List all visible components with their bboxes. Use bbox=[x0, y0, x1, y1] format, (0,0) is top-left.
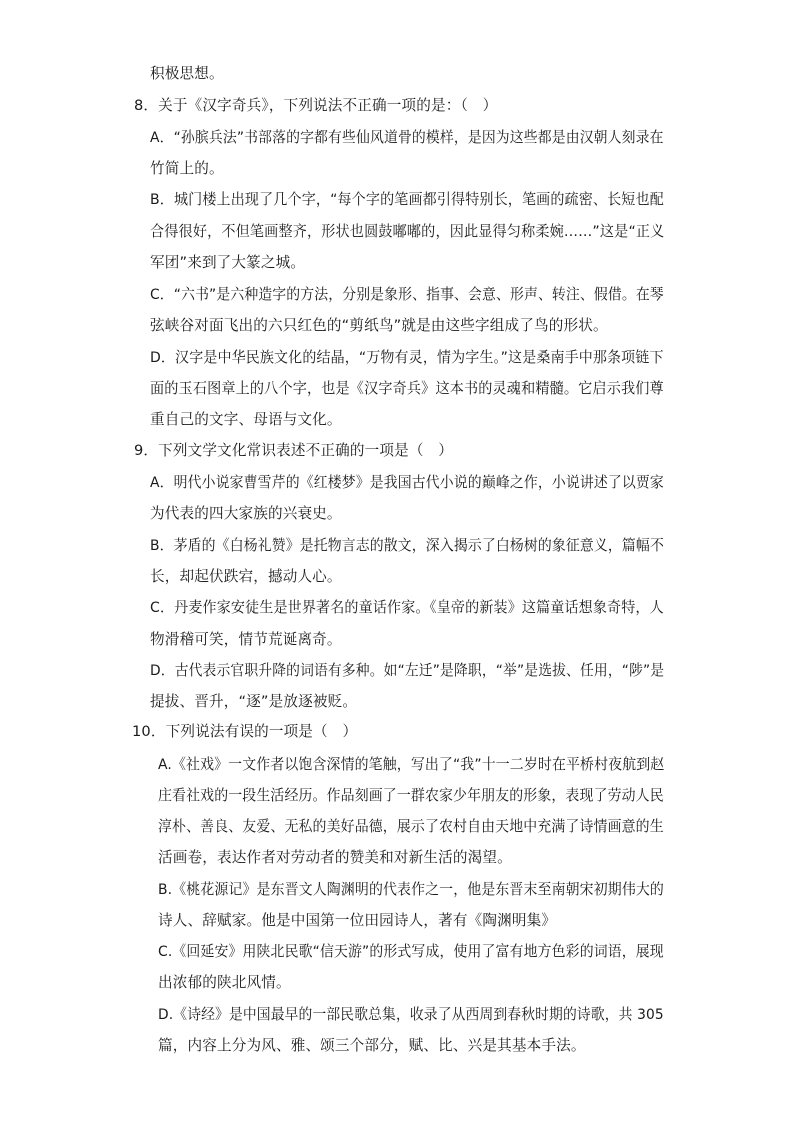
q8-option-b-cont-2: 军团”来到了大篆之城。 bbox=[150, 254, 306, 271]
q8-option-d-cont-2: 重自己的文字、母语与文化。 bbox=[150, 411, 342, 428]
question-9-stem: 9．下列文学文化常识表述不正确的一项是（ ） bbox=[134, 442, 454, 459]
q9-option-b: B．茅盾的《白杨礼赞》是托物言志的散文，深入揭示了白杨树的象征意义，篇幅不 bbox=[150, 537, 664, 554]
q9-option-d-cont: 提拔、晋升，“逐”是放逐被贬。 bbox=[150, 693, 358, 710]
q8-option-a: A．“孙膑兵法”书部落的字都有些仙风道骨的模样，是因为这些都是由汉朝人刻录在 bbox=[150, 129, 664, 146]
q10-option-a-cont-1: 庄看社戏的一段生活经历。作品刻画了一群农家少年朋友的形象，表现了劳动人民 bbox=[158, 787, 664, 804]
q9-option-d: D．古代表示官职升降的词语有多种。如“左迁”是降职，“举”是选拔、任用，“陟”是 bbox=[150, 662, 665, 679]
q8-option-c: C．“六书”是六种造字的方法，分别是象形、指事、会意、形声、转注、假借。在琴 bbox=[150, 286, 664, 303]
q7-tail-text: 积极思想。 bbox=[150, 65, 224, 82]
q9-option-a-cont: 为代表的四大家族的兴衰史。 bbox=[150, 505, 342, 522]
q10-option-b: B.《桃花源记》是东晋文人陶渊明的代表作之一，他是东晋末至南朝宋初期伟大的 bbox=[158, 881, 664, 898]
q10-option-d-cont: 篇，内容上分为风、雅、颂三个部分，赋、比、兴是其基本手法。 bbox=[158, 1037, 586, 1054]
q10-option-a: A.《社戏》一文作者以饱含深情的笔触，写出了“我”十一二岁时在平桥村夜航到赵 bbox=[158, 756, 665, 773]
q8-option-d-cont-1: 面的玉石图章上的八个字，也是《汉字奇兵》这本书的灵魂和精髓。它启示我们尊 bbox=[150, 380, 664, 397]
q9-option-a: A．明代小说家曹雪芹的《红楼梦》是我国古代小说的巅峰之作，小说讲述了以贾家 bbox=[150, 474, 664, 491]
question-10-stem: 10．下列说法有误的一项是（ ） bbox=[132, 723, 358, 740]
q9-option-b-cont: 长，却起伏跌宕，撼动人心。 bbox=[150, 568, 342, 585]
q8-option-d: D．汉字是中华民族文化的结晶，“万物有灵，情为字生。”这是桑南手中那条项链下 bbox=[150, 349, 664, 366]
q8-option-a-cont: 竹简上的。 bbox=[150, 160, 224, 177]
q8-option-b: B．城门楼上出现了几个字，“每个字的笔画都引得特别长，笔画的疏密、长短也配 bbox=[150, 191, 664, 208]
q10-option-d: D.《诗经》是中国最早的一部民歌总集，收录了从西周到春秋时期的诗歌，共 305 bbox=[158, 1006, 664, 1023]
q10-option-c: C.《回延安》用陕北民歌“信天游”的形式写成，使用了富有地方色彩的词语，展现 bbox=[158, 943, 664, 960]
question-8-stem: 8．关于《汉字奇兵》，下列说法不正确一项的是：（ ） bbox=[134, 97, 498, 114]
q10-option-a-cont-2: 淳朴、善良、友爱、无私的美好品德，展示了农村自由天地中充满了诗情画意的生 bbox=[158, 818, 664, 835]
q9-option-c: C．丹麦作家安徒生是世界著名的童话作家。《皇帝的新装》这篇童话想象奇特，人 bbox=[150, 599, 664, 616]
q9-option-c-cont: 物滑稽可笑，情节荒诞离奇。 bbox=[150, 631, 342, 648]
q10-option-c-cont: 出浓郁的陕北风情。 bbox=[158, 974, 291, 991]
q8-option-c-cont: 弦峡谷对面飞出的六只红色的“剪纸鸟”就是由这些字组成了鸟的形状。 bbox=[150, 317, 608, 334]
q10-option-b-cont: 诗人、辞赋家。他是中国第一位田园诗人，著有《陶渊明集》 bbox=[158, 912, 557, 929]
q8-option-b-cont-1: 合得很好，不但笔画整齐，形状也圆鼓嘟嘟的，因此显得匀称柔婉……”这是“正义 bbox=[150, 223, 665, 240]
q10-option-a-cont-3: 活画卷，表达作者对劳动者的赞美和对新生活的渴望。 bbox=[158, 849, 512, 866]
